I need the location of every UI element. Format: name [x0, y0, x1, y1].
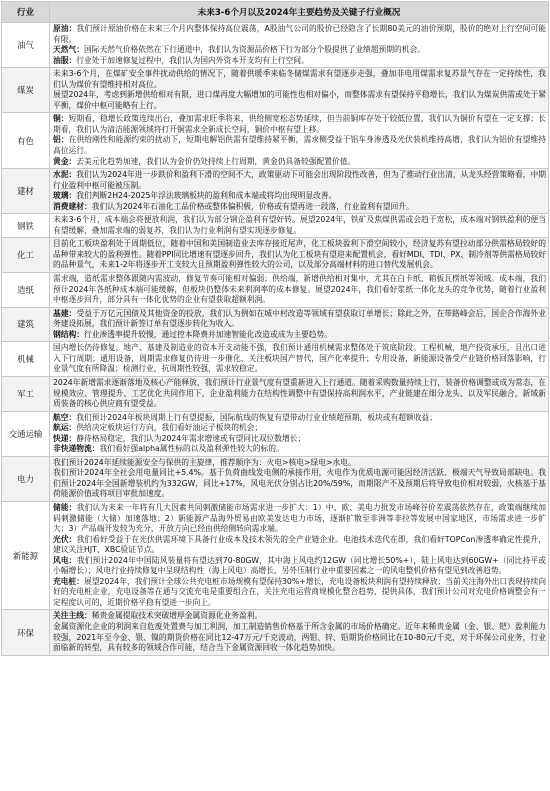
description-cell	[50, 113, 549, 169]
description-cell	[50, 68, 549, 113]
description-text: 我们看好受益于在光伏供需环境下具备行业成本及技术领先的全产业链企业。电池技术迭代在即，我们看好TOPCon渗透率确定性提升，建议关注HJT、XBC验证节点。	[53, 534, 546, 555]
description-cell	[50, 169, 549, 214]
description-paragraph	[53, 556, 546, 577]
industry-cell: 新能源	[2, 501, 50, 609]
description-text: 在供给刚性和能源约束的扰动下，短期电解铝供需有望维持紧平衡，需求侧受益于铝车身渗透及光伏装机维持高增，我们认为铝价有望维持高位运行。	[53, 135, 546, 156]
description-text: 我们认为2024年石油化工品价格或整体偏积极，价格或有望再进一段落，行业盈利有望回升。	[91, 201, 414, 211]
subsector-label: 航运：	[53, 423, 77, 433]
subsector-label: 消费建材：	[53, 201, 92, 211]
subsector-label: 铝：	[53, 135, 69, 145]
subsector-label: 非快递物流：	[53, 444, 100, 454]
description-paragraph	[53, 343, 546, 375]
table-row	[2, 113, 549, 169]
description-paragraph	[53, 69, 546, 90]
description-text: 国内增长仍待修复，地产、基建及制造业的资本开支动能不强，我们预计通用机械需求整体处于筑底阶段。工程机械，地产投资承压，且出口进入下行周期；通用设备，周期需求修复仍待进一步催化，关注板块国产替代，国产化率提升；专用设备，新能源设备受产业链价格回落影响，行业景气度有所降温；检测行业，抗周期性较强，需求较稳定。	[53, 343, 546, 374]
description-text: 我们预计原油价格在未来三个月内整体保持高位震荡，A股油气公司的股价已经隐含了长期80美元的油价预期，股价的绝对上行空间可能有限。	[53, 24, 546, 44]
description-paragraph	[53, 24, 546, 45]
description-text: 稀贵金属提取技术突破增厚金属资源化业务盈利。	[91, 611, 263, 621]
table-row	[2, 169, 549, 214]
description-text: 我们判断2H24-2025年浮法玻璃板块的盈利和成本端或将均出现明显改善。	[76, 191, 337, 201]
table-row	[2, 214, 549, 238]
subsector-label: 关注主线：	[53, 611, 92, 621]
description-text: 目前化工板块盈利处于周期低位，随着中国和美国制造业去库存接近尾声，化工板块盈利下滑空间较小，经济复苏有望拉动部分供需格局较好的品种带来较大的盈利弹性。随着PPI同比增速有望逐步回升，我们认为化工板块有望迎来配置机会，看好MDI、TDI、PX、制冷剂等供需格局较好的品种景气，未来1-2年将逐步开工支较大且预期盈利弹性较大的公司，以及部分高端材料的进口替代发展机会。	[53, 239, 546, 270]
description-text: 我们预计2024年板块周期上行有望提振，国际航线的恢复有望带动行业业绩超预期，板块或有超额收益；	[76, 412, 437, 422]
subsector-label: 光伏：	[53, 534, 77, 544]
industry-cell: 环保	[2, 610, 50, 655]
industry-cell: 煤炭	[2, 68, 50, 113]
description-paragraph	[53, 444, 546, 455]
subsector-label: 快递：	[53, 433, 77, 443]
description-text: 去美元化趋势加速，我们认为金价仍处持续上行周期，黄金仍具备较强配置价值。	[76, 156, 356, 166]
description-text: 我们预计2024年中国陆风装量将有望达到70-80GW，其中海上风电约12GW（同比增长50%+），陆上风电达到60GW+（同比持平或小幅增长）；风电行业持续修复中呈现结构性（海上风电）高增长，另外压制行业中重要因素之一的风电整机价格有望见到改善趋势。	[53, 555, 546, 576]
description-text: 行业渗透率提升较慢，通过控本降费并加速智能化改造或成为主要趋势。	[84, 329, 333, 339]
subsector-label: 油服：	[53, 55, 77, 65]
description-cell	[50, 23, 549, 68]
industry-cell: 交通运输	[2, 411, 50, 456]
subsector-label: 航空：	[53, 412, 77, 422]
description-paragraph	[53, 56, 546, 67]
description-paragraph	[53, 215, 546, 236]
subsector-label: 黄金：	[53, 156, 77, 166]
industry-cell: 化工	[2, 238, 50, 273]
industry-column-header: 行业	[2, 2, 50, 23]
table-row	[2, 68, 549, 113]
subsector-label: 原油：	[53, 24, 77, 33]
description-paragraph	[53, 135, 546, 156]
description-cell	[50, 273, 549, 308]
description-paragraph	[53, 423, 546, 434]
description-text: 我们预计2024年延续能源安全与保供的主旋律，推荐顺序为：火电>核电>绿电>水电。	[53, 457, 356, 467]
description-paragraph	[53, 468, 546, 500]
description-text: 我们看好强alpha属性标的以及盈利弹性较大的标的。	[99, 444, 284, 454]
description-paragraph	[53, 114, 546, 135]
table-row	[2, 610, 549, 655]
description-text: 我们认为未来一年将有几大因素共同刺激储能市场需求进一步扩大：1）中、欧、美电力批发市场峰谷价差震荡依然存在，政策端继续加码刺激储能（大储）加速落地；2）新能源产品海外贸易由欧美发达电力市场，逐渐扩散至非洲等非拉等发展中国家地区，市场需求进一步扩大；3）产品端开发较为充分，开放方向已经由供给侧转向需求端。	[53, 502, 546, 534]
description-paragraph	[53, 611, 546, 622]
subsector-label: 充电桩：	[53, 576, 85, 586]
table-row	[2, 342, 549, 377]
description-text: 2024年新增需求逐渐落地及核心产能释放，我们预计行业景气度有望重新进入上行通道。随着采购数量持续上行，装备价格调整或成为常态，在规模效应、管理提升、工艺优化共同作用下，企业盈利能力在结构性调整中有望保持高利润水平，产业链建在细分龙头、以及军民融合，新域新质装备的核心供应商有望受益。	[53, 377, 546, 409]
table-row	[2, 23, 549, 68]
description-text: 需求端，造纸需求整体跟随内需波动，修复节奏可能相对偏弱；供给端，新增供给相对集中，尤其在白卡纸、箱板瓦楞纸等领域。成本端，我们预计2024年各纸种成本端可能缓解，但板块仍整体未来利润率的成本修复。展望2024年，我们看好浆纸一体化龙头的竞争优势，随着行业盈利中枢逐步回升，部分具有一体化优势的企业有望获取超额利润。	[53, 274, 546, 305]
description-cell	[50, 342, 549, 377]
description-paragraph	[53, 535, 546, 556]
description-paragraph	[53, 202, 546, 213]
description-text: 展望2024年，考虑到新增供给相对有限，进口煤再度大幅增加的可能性也相对偏小，而整体需求有望保持平稳增长，我们认为煤炭供需或处于紧平衡，煤价中枢可能略有上行。	[53, 90, 546, 110]
description-text: 受益于万亿元国债及其他资金的投放，我们认为例如在城中村改造等领域有望获取订单增长；除此之外，在带路峰会后，国企合作海外业务建设拓展，我们预计新签订单有望逐步转化为收入。	[53, 308, 546, 329]
description-text: 供给决定板块运行方向，我们看好油运子板块的机会；	[76, 423, 263, 433]
description-text: 行业处于加速修复过程中，我们认为国内外资本开支均有上行空间。	[76, 55, 309, 65]
description-paragraph	[53, 434, 546, 445]
industry-cell: 造纸	[2, 273, 50, 308]
industry-cell: 钢铁	[2, 214, 50, 238]
description-cell	[50, 307, 549, 342]
table-row	[2, 411, 549, 456]
industry-cell: 有色	[2, 113, 50, 169]
outlook-table	[1, 1, 549, 656]
description-paragraph	[53, 458, 546, 469]
description-paragraph	[53, 191, 546, 202]
table-row	[2, 273, 549, 308]
description-cell	[50, 456, 549, 501]
description-text: 未来3-6个月，在煤矿安全事件扰动供给的情况下，随着供暖季来临冬储煤需求有望逐步走强，叠加非电用煤需求复苏景气存在一定持续性，我们认为煤价有望维持相对高位。	[53, 69, 546, 89]
description-cell	[50, 214, 549, 238]
description-cell	[50, 501, 549, 609]
description-text: 金属资源化企业的利润来自危废处置费与加工利润，加工制造销售价格基于所含金属的市场价格确定。近年来稀贵金属（金、银、钯）盈利能力较强，2021年至今金、银、镍的期货价格在同比12-47万元/千克波动，两钼、锌、铅期货价格同比在10-80元/千克，对于环保公司业务，行业面临新的转型，具有较多的领域合作可能，结合当下金属资源回收一体化趋势加快。	[53, 621, 546, 653]
description-cell	[50, 411, 549, 456]
description-cell	[50, 376, 549, 411]
description-paragraph	[53, 622, 546, 654]
description-text: 我们认为2024年进一步跌价和盈利下滑的空间不大，政策驱动下可能会出现阶段性改善，但为了推动行业出清，从龙头经营策略看，中期行业盈利中枢可能被压制。	[53, 170, 546, 190]
industry-cell: 建筑	[2, 307, 50, 342]
table-row	[2, 238, 549, 273]
subsector-label: 基建：	[53, 308, 77, 318]
description-paragraph	[53, 309, 546, 330]
description-paragraph	[53, 45, 546, 56]
table-row	[2, 501, 549, 609]
subsector-label: 玻璃：	[53, 191, 77, 201]
description-paragraph	[53, 330, 546, 341]
description-paragraph	[53, 170, 546, 191]
table-row	[2, 307, 549, 342]
subsector-label: 风电：	[53, 555, 77, 565]
description-text: 我们预计2024年全社会用电量同比+5.4%。基于负荷曲线发电侧的承接作用，火电作为优质电源可能因经济活跃、极端天气导致局部缺电。我们预计2024年全国新增装机约为332GW，同比+17%，风电光伏分别占比20%/59%，而期限产不及预期后将导致电价相对较弱，火核基于基荷能源价值或将项目审批加速度。	[53, 468, 546, 499]
description-text: 展望2024年，我们预计全球公共充电桩市场规模有望保持30%+增长，充电设备板块利润有望持续释放；当前关注海外出口表现持续向好的充电桩企业，充电设备等在通与交流充电是重要组合在，关注充电运营商规模化整合趋势，提供具体，我们预计公司对充电价格调整会有一定程度认可的，近期价格平稳有望进一步向上。	[53, 576, 546, 607]
subsector-label: 铜：	[53, 114, 69, 124]
description-paragraph	[53, 157, 546, 168]
description-text: 未来3-6个月，成本端会将便放利润，我们认为部分钢企盈利有望好转。展望2024年，铁矿及焦煤供需或会趋于宽松，成本端对钢铁盈利的便当有望缓解，叠加需求端的弱复苏，我们认为行业利润有望实现逐步修复。	[53, 215, 546, 235]
subsector-label: 天然气：	[53, 45, 85, 55]
subsector-label: 钢结构：	[53, 329, 85, 339]
description-paragraph	[53, 413, 546, 424]
description-paragraph	[53, 577, 546, 609]
description-paragraph	[53, 378, 546, 410]
description-paragraph	[53, 90, 546, 111]
description-text: 短期看，稳增长政策连续出台，叠加需求旺季将来，供给侧宽松态势延续，但当前铜库存处于较低位置，我们认为铜价有望在一定支撑；长期看，我们认为清洁能源领域将打开铜需求全新成长空间，铜价中枢有望上移。	[53, 114, 546, 134]
subsector-label: 储能：	[53, 502, 77, 512]
industry-cell: 建材	[2, 169, 50, 214]
table-body	[2, 23, 549, 656]
industry-cell: 机械	[2, 342, 50, 377]
industry-cell: 电力	[2, 456, 50, 501]
description-text: 国际天然气价格依然在下行通道中，我们认为资源品价格下行为部分个股提供了业绩超预期的机会。	[84, 45, 426, 55]
title-column-header: 未来3-6个月以及2024年主要趋势及关键子行业概况	[50, 2, 549, 23]
table-row	[2, 456, 549, 501]
table-header-row	[2, 2, 549, 23]
subsector-label: 水泥：	[53, 170, 77, 180]
industry-cell: 军工	[2, 376, 50, 411]
table-row	[2, 376, 549, 411]
description-text: 静待格局稳定，我们认为2024年需求增速或有望同比双位数增长；	[76, 433, 306, 443]
description-paragraph	[53, 503, 546, 535]
description-paragraph	[53, 274, 546, 306]
description-cell	[50, 610, 549, 655]
description-cell	[50, 238, 549, 273]
description-paragraph	[53, 239, 546, 271]
industry-cell: 油气	[2, 23, 50, 68]
